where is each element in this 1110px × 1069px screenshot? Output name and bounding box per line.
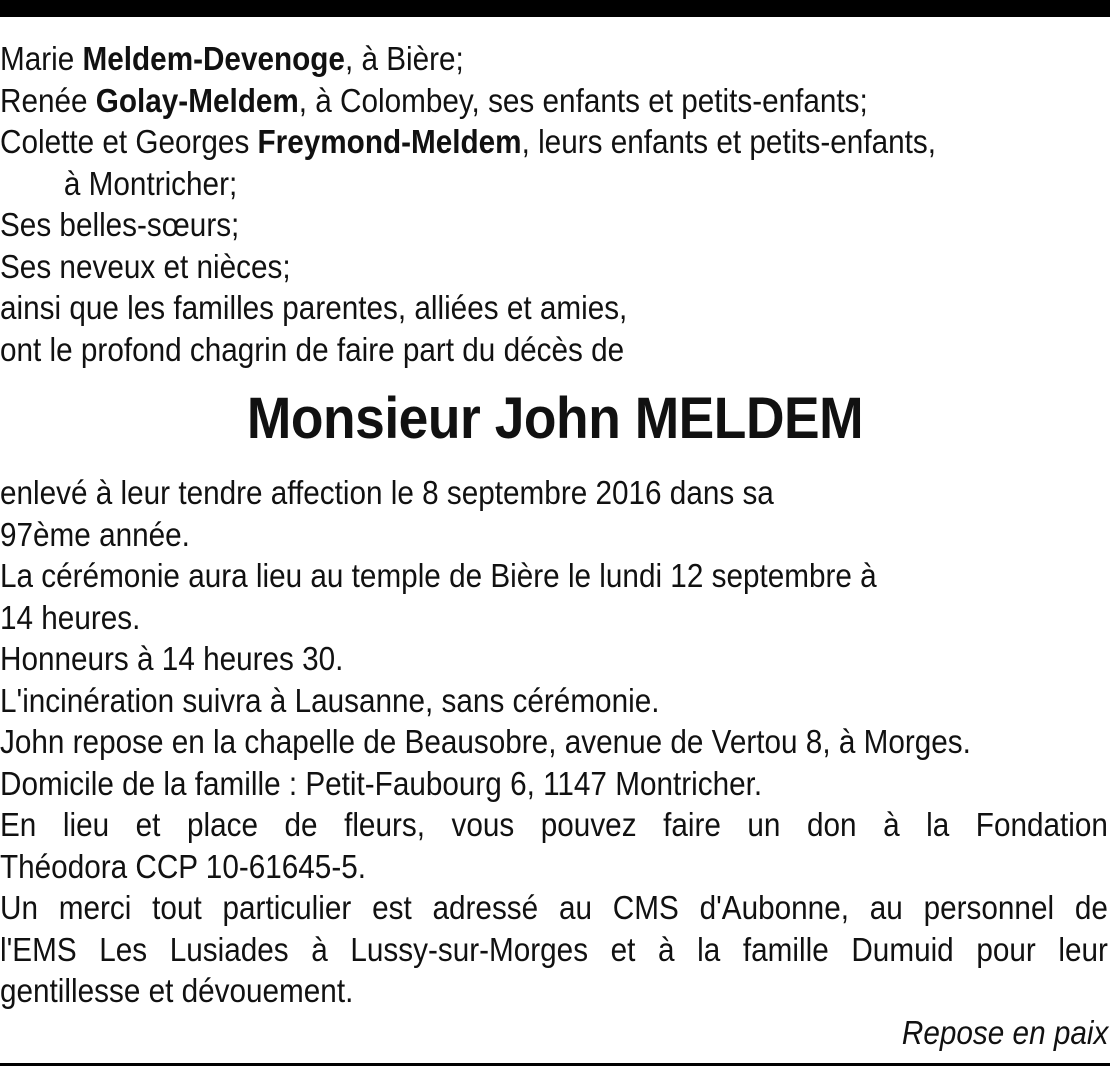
location: , leurs enfants et petits-enfants, xyxy=(521,123,936,160)
location: , à Colombey, ses enfants et petits-enfants; xyxy=(298,81,868,119)
location: , à Bière; xyxy=(344,40,464,77)
family-line xyxy=(0,121,997,163)
relatives-line: ainsi que les familles parentes, alliées et amies, xyxy=(0,289,628,326)
body-line: l'EMS Les Lusiades à Lussy-sur-Morges et à la famille Dumuid pour leur xyxy=(0,930,1108,968)
family-name: Meldem-Devenoge xyxy=(82,40,345,77)
body-line: Honneurs à 14 heures 30. xyxy=(0,640,344,677)
bottom-rule xyxy=(0,1063,1110,1066)
notice-body xyxy=(0,472,1108,1012)
body-line: 97ème année. xyxy=(0,515,190,553)
announcement-line: ont le profond chagrin de faire part du décès de xyxy=(0,330,625,368)
body-line: En lieu et place de fleurs, vous pouvez faire un don à la Fondation xyxy=(0,806,1108,843)
top-rule xyxy=(0,0,1110,17)
body-line: La cérémonie aura lieu au temple de Bière le lundi 12 septembre à xyxy=(0,557,877,594)
family-line xyxy=(0,80,997,122)
body-line: Domicile de la famille : Petit-Faubourg 6, 1147 Montricher. xyxy=(0,764,763,802)
body-line: Théodora CCP 10-61645-5. xyxy=(0,847,366,885)
first-name: Colette et Georges xyxy=(0,123,258,160)
body-line: gentillesse et dévouement. xyxy=(0,972,354,1009)
closing-phrase: Repose en paix xyxy=(901,1014,1108,1051)
deceased-name: Monsieur John MELDEM xyxy=(246,386,864,451)
body-line: Un merci tout particulier est adressé au CMS d'Aubonne, au personnel de xyxy=(0,889,1108,926)
family-announcement xyxy=(0,38,997,370)
family-name: Golay-Meldem xyxy=(95,81,299,119)
body-line: enlevé à leur tendre affection le 8 septembre 2016 dans sa xyxy=(0,474,774,511)
body-line: 14 heures. xyxy=(0,598,141,636)
family-line xyxy=(0,38,997,80)
relatives-line: Ses belles-sœurs; xyxy=(0,206,240,243)
family-line-continued: à Montricher; xyxy=(63,164,238,202)
family-name: Freymond-Meldem xyxy=(257,123,522,160)
body-line: John repose en la chapelle de Beausobre, avenue de Vertou 8, à Morges. xyxy=(0,723,971,760)
first-name: Renée xyxy=(0,81,96,119)
body-line: L'incinération suivra à Lausanne, sans cérémonie. xyxy=(0,681,660,719)
relatives-line: Ses neveux et nièces; xyxy=(0,247,291,285)
first-name: Marie xyxy=(0,40,83,77)
